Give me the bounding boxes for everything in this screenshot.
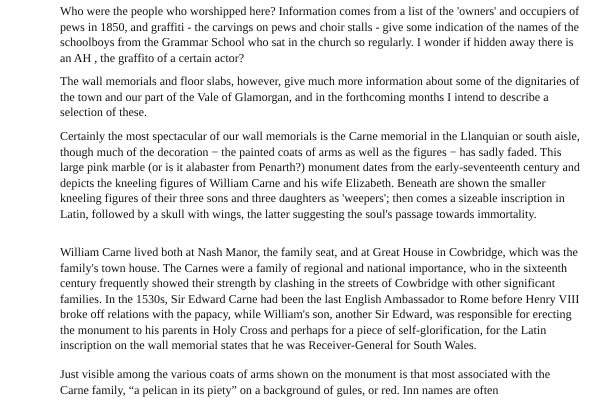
paragraph-pews-and-graffiti: Who were the people who worshipped here? Information comes from a list of the 'owners' and occupiers of pews in 1850, and graffiti - the carvings on pews and choir stalls - give some indication of the names of the schoolboys from the Grammar School who sat in the church so regularly. I wonder if hidden away there is an AH , the graffito of a certain actor? — [60, 4, 580, 65]
paragraph-william-carne: William Carne lived both at Nash Manor, the family seat, and at Great House in Cowbridge, which was the family's town house. The Carnes were a family of regional and national importance, who in the sixteenth century frequently showed their strength by clashing in the streets of Cowbridge with other significant families. In the 1530s, Sir Edward Carne had been the last English Ambassador to Rome before Henry VIII broke off relations with the papacy, while William's son, another Sir Edward, was responsible for erecting the monument to his parents in Holy Cross and perhaps for a piece of self-glorification, for the Latin inscription on the wall memorial states that he was Receiver-General for South Wales. — [60, 245, 580, 352]
paragraph-coats-of-arms: Just visible among the various coats of arms shown on the monument is that most associated with the Carne family, “a pelican in its piety” on a background of gules, or red. Inn names are often — [60, 367, 551, 397]
paragraph-wall-memorials: The wall memorials and floor slabs, however, give much more information about some of the dignitaries of the town and our part of the Vale of Glamorgan, and in the forthcoming months I intend to describe a selection of these. — [60, 74, 580, 119]
paragraph-carne-memorial: Certainly the most spectacular of our wall memorials is the Carne memorial in the Llanquian or south aisle, though much of the decoration − the painted coats of arms as well as the figures − has sadly faded. This large pink marble (or is it alabaster from Penarth?) monument dates from the early-seventeenth century and depicts the kneeling figures of William Carne and his wife Elizabeth. Beneath are shown the smaller kneeling figures of their three sons and three daughters as 'weepers'; then comes a sizeable inscription in Latin, followed by a skull with wings, the latter suggesting the soul's passage towards immortality. — [60, 129, 580, 221]
